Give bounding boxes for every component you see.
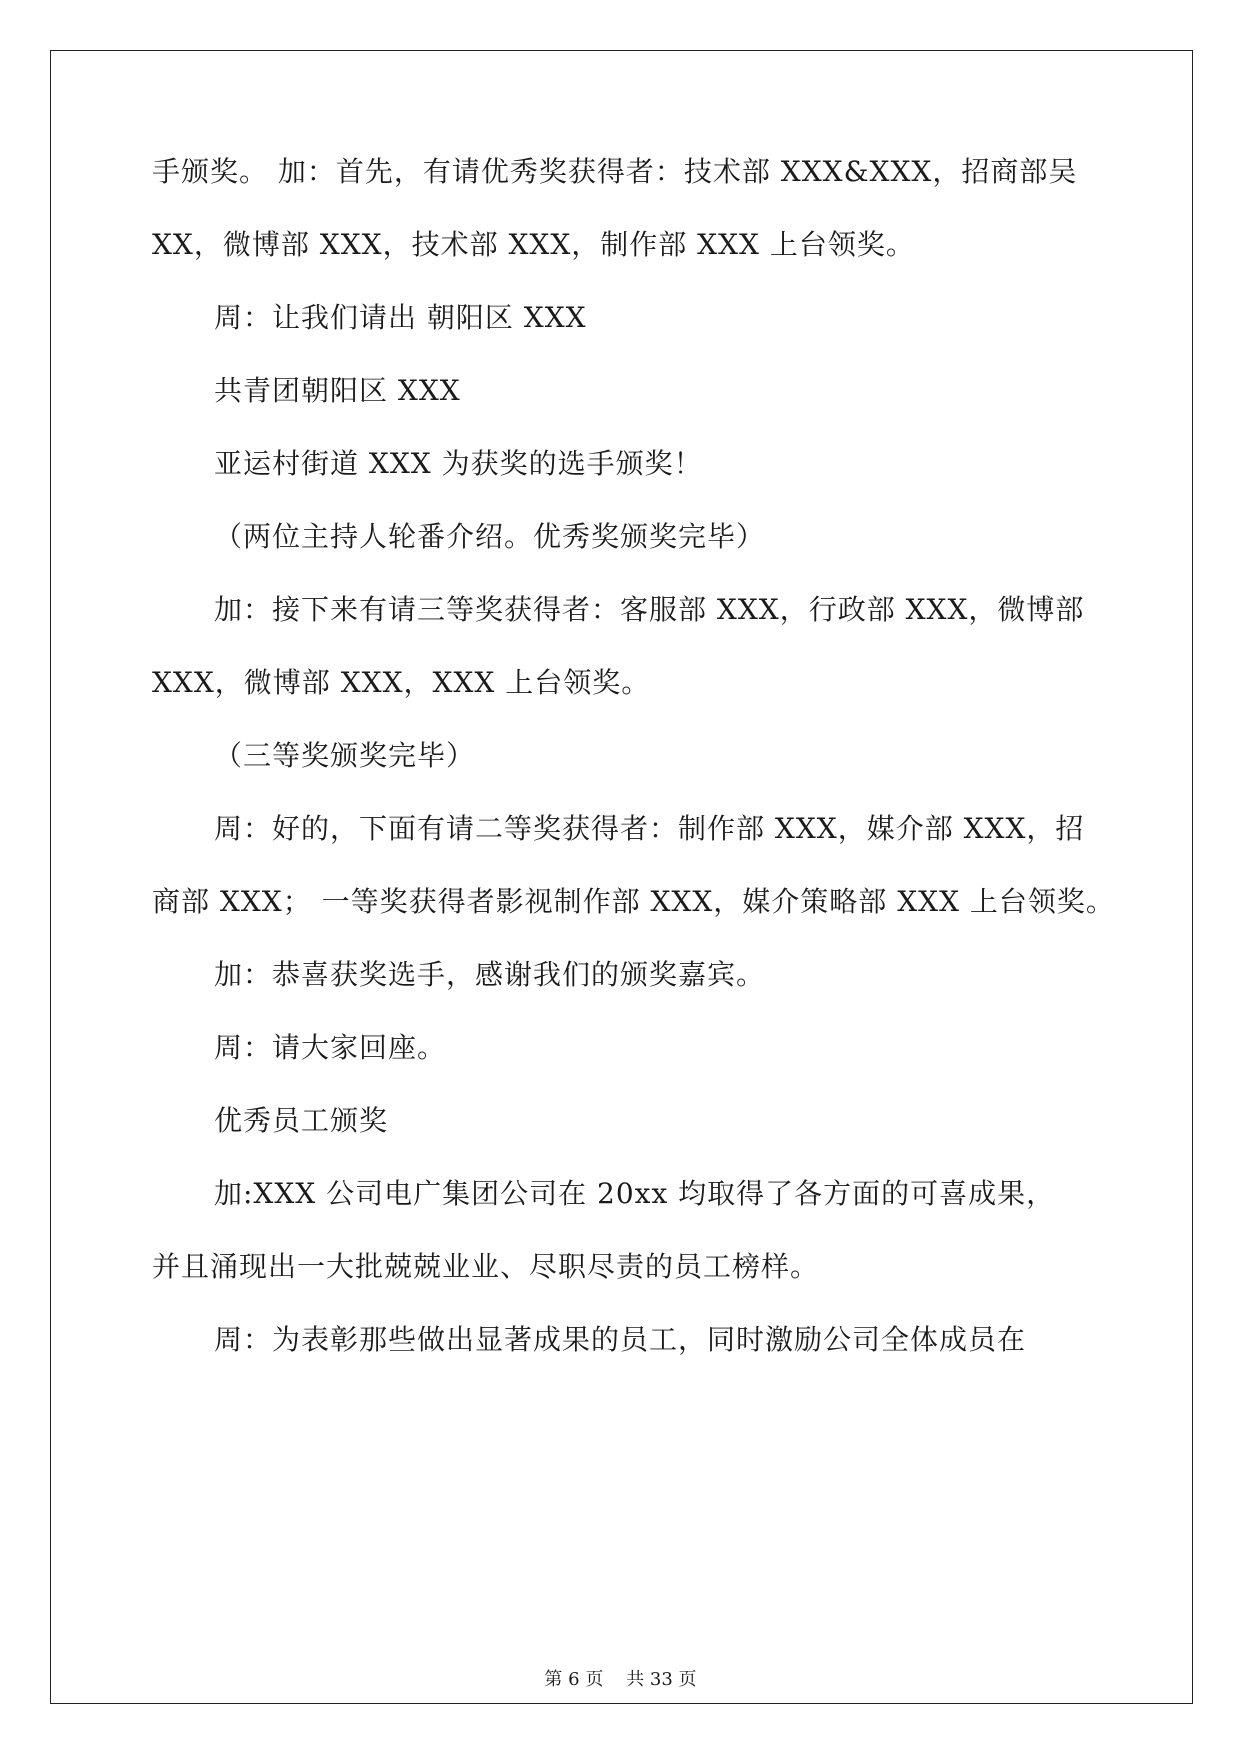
text-line: 周：让我们请出 朝阳区 XXX: [214, 301, 587, 334]
text-line: 共青团朝阳区 XXX: [214, 374, 461, 407]
text-line: 加：接下来有请三等奖获得者：客服部 XXX，行政部 XXX，微博部: [214, 593, 1085, 626]
text-line: XXX，微博部 XXX，XXX 上台领奖。: [152, 666, 651, 699]
text-line: 优秀员工颁奖: [214, 1104, 389, 1137]
text-line: 亚运村街道 XXX 为获奖的选手颁奖！: [214, 447, 703, 480]
text-line: （两位主持人轮番介绍。优秀奖颁奖完毕）: [214, 520, 766, 553]
text-line: 商部 XXX； 一等奖获得者影视制作部 XXX，媒介策略部 XXX 上台领奖。: [152, 885, 1115, 918]
text-line: 手颁奖。 加：首先，有请优秀奖获得者：技术部 XXX&XXX，招商部吴: [152, 155, 1078, 188]
text-line: XX，微博部 XXX，技术部 XXX，制作部 XXX 上台领奖。: [152, 228, 915, 261]
text-line: 加：恭喜获奖选手，感谢我们的颁奖嘉宾。: [214, 958, 766, 991]
text-line: 周：请大家回座。: [214, 1031, 447, 1064]
page-number-footer: 第 6 页 共 33 页: [544, 1669, 697, 1690]
text-line: 加:XXX 公司电广集团公司在 20xx 均取得了各方面的可喜成果，: [214, 1177, 1056, 1210]
text-line: 周：为表彰那些做出显著成果的员工，同时激励公司全体成员在: [214, 1323, 1027, 1356]
text-line: 并且涌现出一大批兢兢业业、尽职尽责的员工榜样。: [152, 1250, 820, 1283]
text-line: （三等奖颁奖完毕）: [214, 739, 476, 772]
text-line: 周：好的，下面有请二等奖获得者：制作部 XXX，媒介部 XXX，招: [214, 812, 1085, 845]
